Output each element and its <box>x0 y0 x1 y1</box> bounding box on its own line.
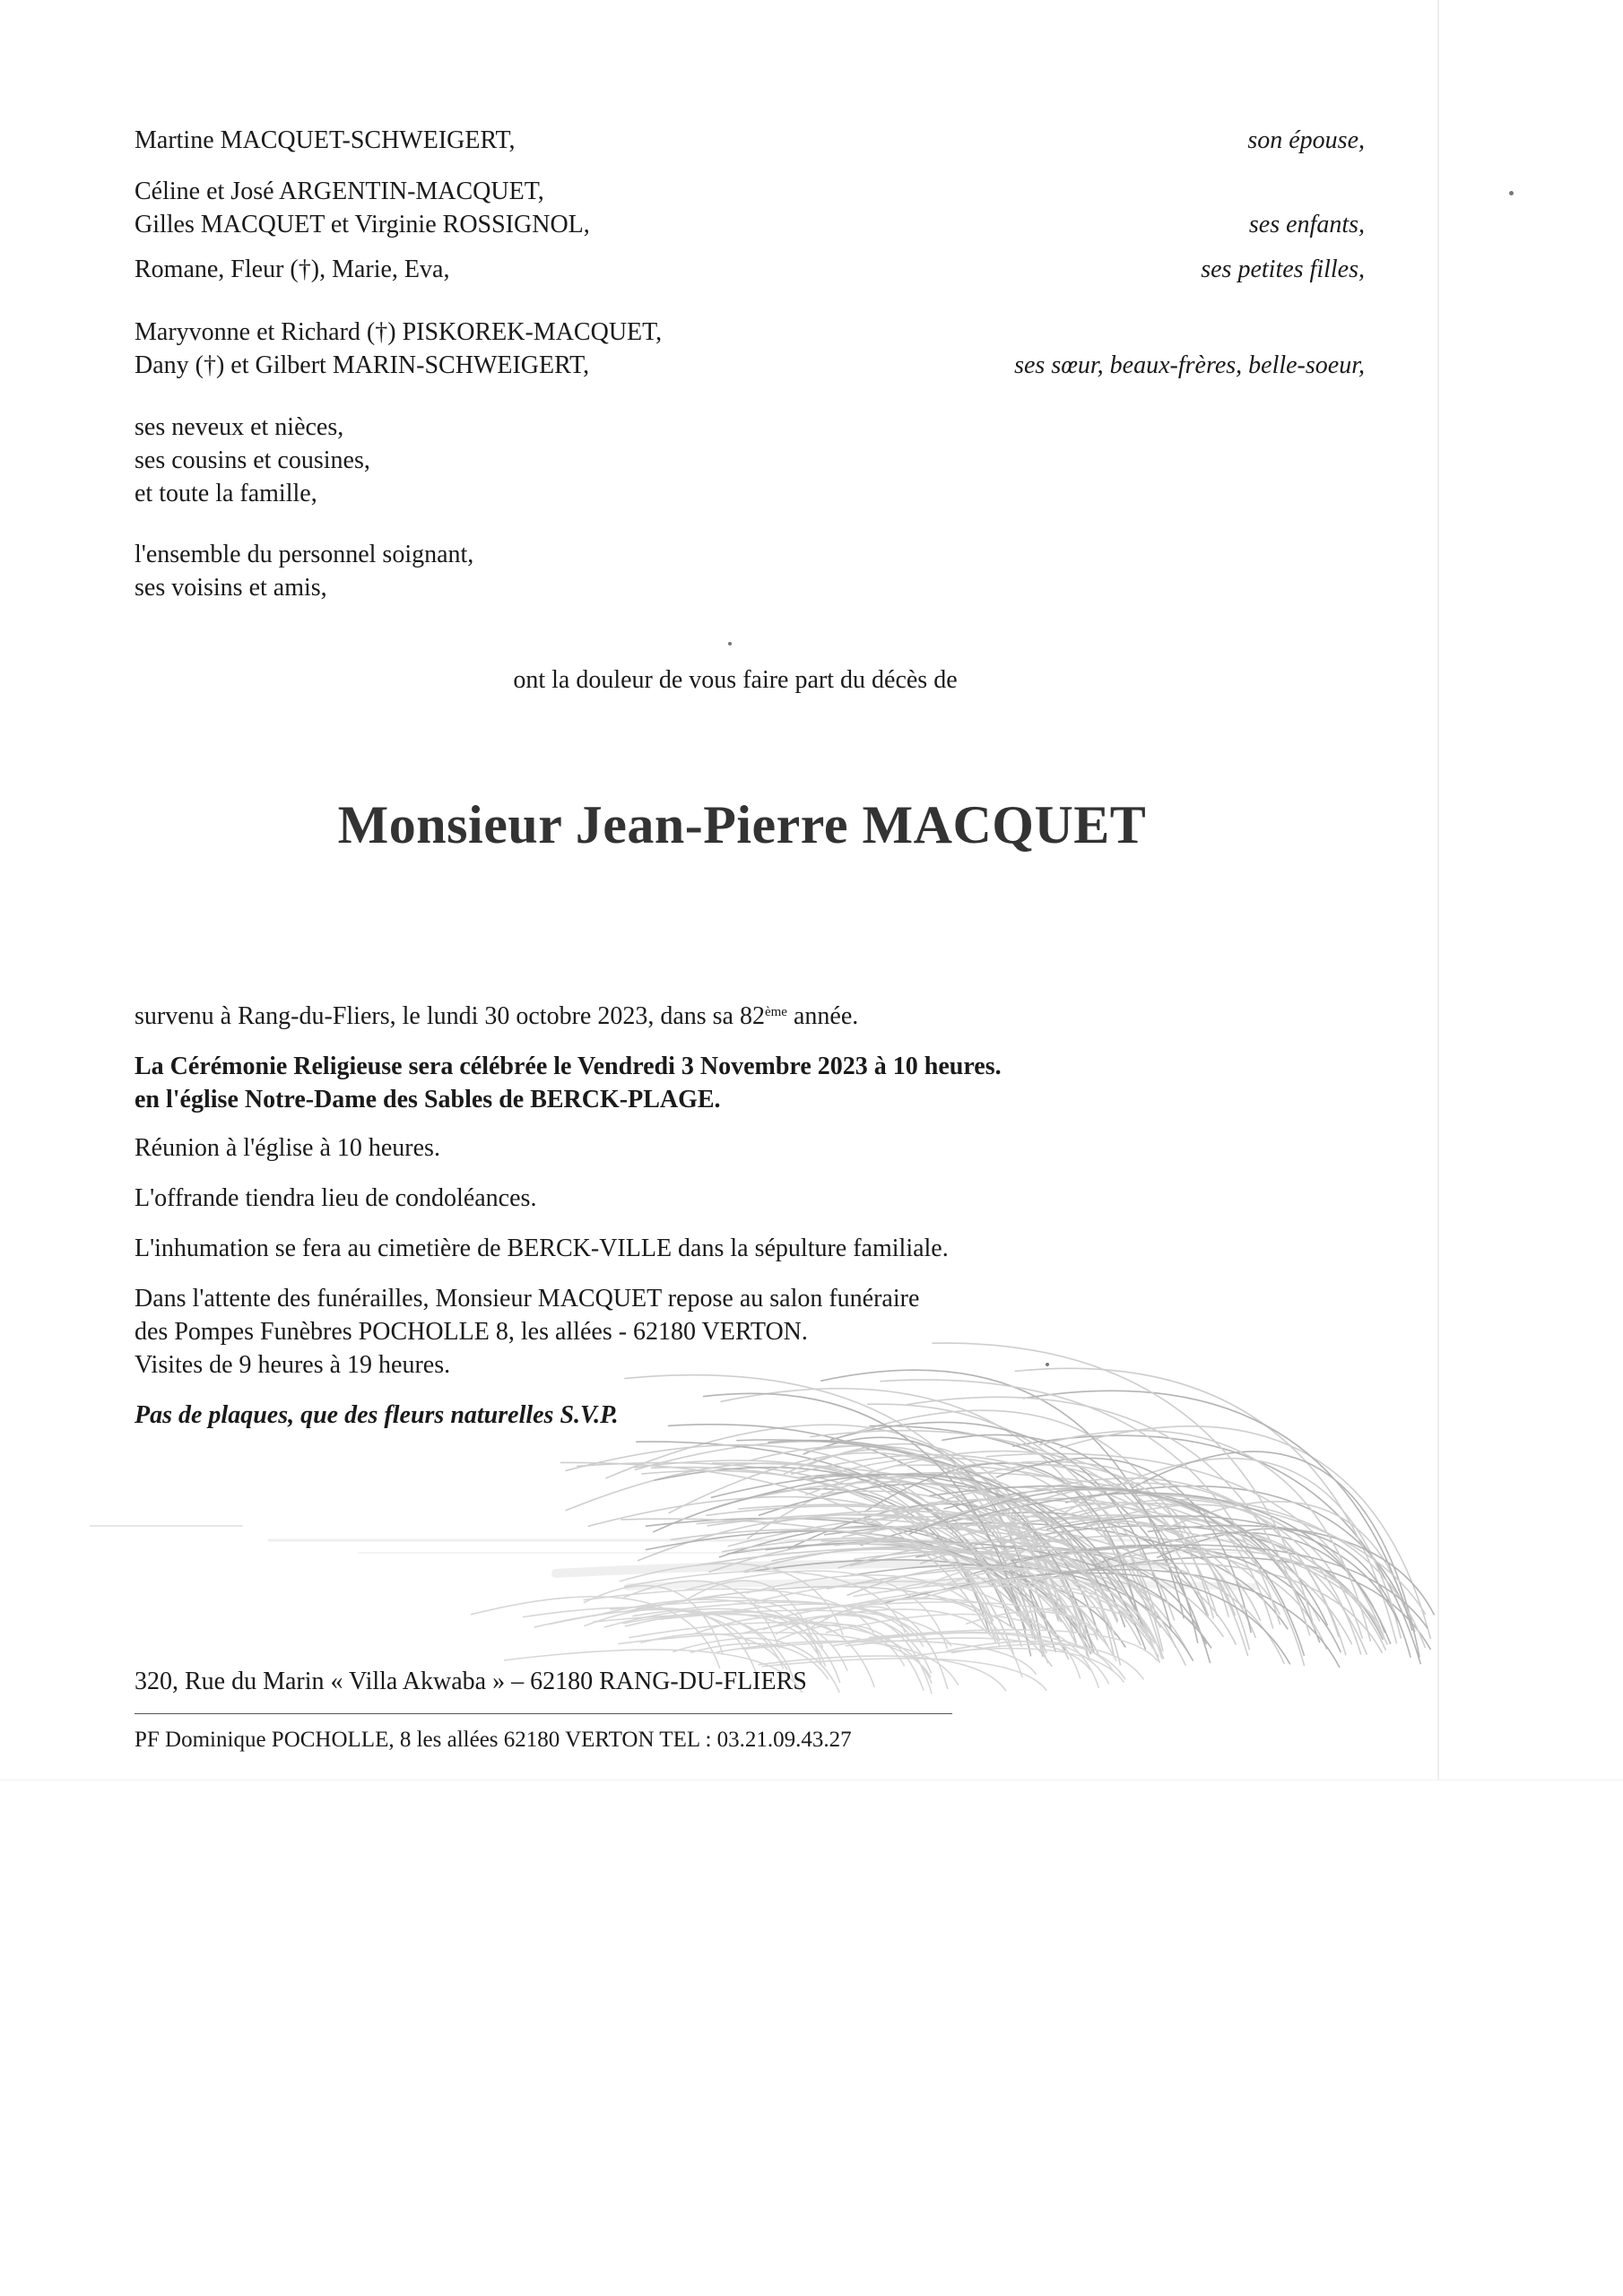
deceased-name: Monsieur Jean-Pierre MACQUET <box>337 795 1147 854</box>
grandchildren-names: Romane, Fleur (†), Marie, Eva, <box>135 256 450 283</box>
children-names <box>135 175 590 241</box>
children-relation: ses enfants, <box>1248 211 1365 238</box>
others-line-1: l'ensemble du personnel soignant, <box>135 541 474 568</box>
ceremony <box>135 1050 1300 1116</box>
death-ordinal: ème <box>764 1005 787 1019</box>
flowers-note: Pas de plaques, que des fleurs naturelles S.V.P. <box>135 1401 619 1429</box>
siblings-line-1: Maryvonne et Richard (†) PISKOREK-MACQUET, <box>135 318 663 346</box>
extended-line-1: ses neveux et nièces, <box>135 413 344 441</box>
others-line-2: ses voisins et amis, <box>135 574 327 602</box>
scan-margin <box>0 1780 1623 2296</box>
spouse-name: Martine MACQUET-SCHWEIGERT, <box>135 126 516 154</box>
funeral-home-line-2: des Pompes Funèbres POCHOLLE 8, les allées - 62180 VERTON. <box>135 1318 808 1346</box>
extended-family <box>135 411 370 510</box>
extended-line-3: et toute la famille, <box>135 480 317 507</box>
death-notice <box>135 1000 1300 1033</box>
family-address: 320, Rue du Marin « Villa Akwaba » – 62180 RANG-DU-FLIERS <box>135 1668 807 1695</box>
siblings-relation: ses sœur, beaux-frères, belle-soeur, <box>1014 351 1365 379</box>
siblings-names <box>135 316 662 382</box>
death-suffix: année. <box>786 1002 859 1030</box>
children-row <box>135 175 1365 241</box>
children-line-1: Céline et José ARGENTIN-MACQUET, <box>135 178 544 205</box>
funeral-home-line-1: Dans l'attente des funérailles, Monsieur MACQUET repose au salon funéraire <box>135 1285 920 1313</box>
ceremony-line-2: en l'église Notre-Dame des Sables de BERCK-PLAGE. <box>135 1086 721 1113</box>
death-text: survenu à Rang-du-Fliers, le lundi 30 octobre 2023, dans sa 82 <box>135 1002 765 1030</box>
spouse-relation: son épouse, <box>1247 126 1365 154</box>
funeral-director-info: PF Dominique POCHOLLE, 8 les allées 62180 VERTON TEL : 03.21.09.43.27 <box>135 1728 852 1752</box>
scan-edge <box>1437 0 1439 1780</box>
visits-line: Visites de 9 heures à 19 heures. <box>135 1351 451 1379</box>
scan-speck <box>728 642 732 645</box>
extended-line-2: ses cousins et cousines, <box>135 446 370 474</box>
siblings-row <box>135 316 1365 382</box>
others <box>135 538 473 604</box>
siblings-line-2: Dany (†) et Gilbert MARIN-SCHWEIGERT, <box>135 351 590 379</box>
burial-text: L'inhumation se fera au cimetière de BERCK-VILLE dans la sépulture familiale. <box>135 1235 949 1262</box>
scan-speck <box>1509 191 1514 195</box>
offering-text: L'offrande tiendra lieu de condoléances. <box>135 1184 537 1212</box>
ceremony-line-1: La Cérémonie Religieuse sera célébrée le Vendredi 3 Novembre 2023 à 10 heures. <box>135 1053 1002 1080</box>
announcement-intro: ont la douleur de vous faire part du décès de <box>513 666 958 694</box>
grandchildren-relation: ses petites filles, <box>1201 256 1365 283</box>
footer-divider <box>135 1713 952 1714</box>
children-line-2: Gilles MACQUET et Virginie ROSSIGNOL, <box>135 211 590 238</box>
reunion-text: Réunion à l'église à 10 heures. <box>135 1134 440 1162</box>
scan-speck <box>1046 1363 1049 1366</box>
